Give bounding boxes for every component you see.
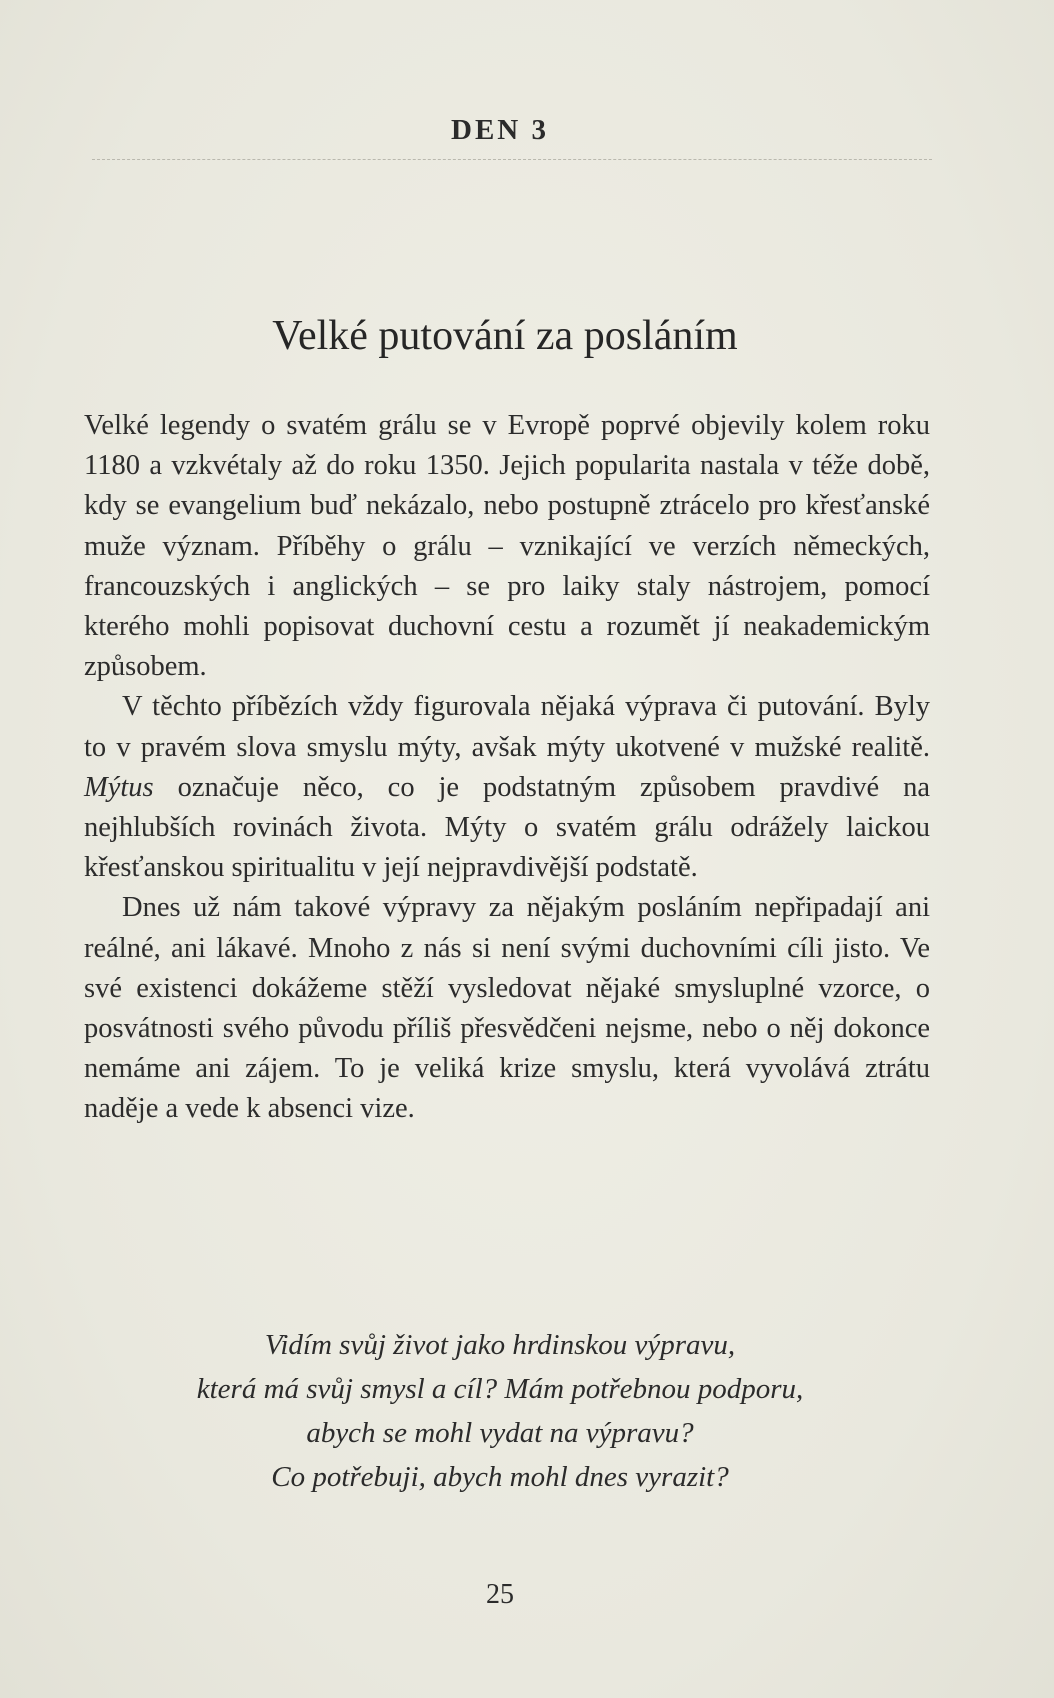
page-number: 25 [486,1579,514,1610]
reflection-line: která má svůj smysl a cíl? Mám potřebnou podporu, [196,1373,804,1405]
reflection-line: abych se mohl vydat na výpravu? [306,1417,694,1449]
paragraph-2-opening: V těchto příbězích vždy figurovala nějaká výprava či putování. Byly to v pravém slova smyslu mýty, avšak mýty ukotvené v mužské realitě. [84,691,930,763]
paragraph-2-italic-term: Mýtus [84,771,154,803]
reflection-questions [0,1323,1000,1499]
paragraph-3: Dnes už nám takové výpravy za nějakým posláním nepřipadají ani reálné, ani lákavé. Mnoho z nás si není svými duchovními cíli jisto. Ve své existenci dokážeme stěží vysledovat nějaké smysluplné vzorce, o posvátnosti svého původu příliš přesvědčeni nejsme, nebo o něj dokonce nemáme ani zájem. To je veliká krize smyslu, která vyvolává ztrátu naděje a vede k absenci vize. [84,892,930,1125]
chapter-title: Velké putování za posláním [272,313,738,359]
running-head: DEN 3 [451,114,549,146]
header-divider [92,159,932,160]
paragraph-2-rest: označuje něco, co je podstatným způsobem pravdivé na nejhlubších rovinách života. Mýty o svatém grálu odrážely laickou křesťanskou spiritualitu v její nejpravdivější podstatě. [84,771,931,884]
body-text [84,406,930,1130]
paragraph-1: Velké legendy o svatém grálu se v Evropě poprvé objevily kolem roku 1180 a vzkvétaly až do roku 1350. Jejich popularita nastala v téže době, kdy se evangelium buď nekázalo, nebo postupně ztrácelo pro křesťanské muže význam. Příběhy o grálu – vznikající ve verzích německých, francouzských i anglických – se pro laiky staly nástrojem, pomocí kterého mohli popisovat duchovní cestu a rozumět jí neakademickým způsobem. [84,410,930,683]
reflection-line: Co potřebuji, abych mohl dnes vyrazit? [271,1461,729,1493]
reflection-line: Vidím svůj život jako hrdinskou výpravu, [264,1329,736,1361]
paragraph-2 [84,687,930,888]
